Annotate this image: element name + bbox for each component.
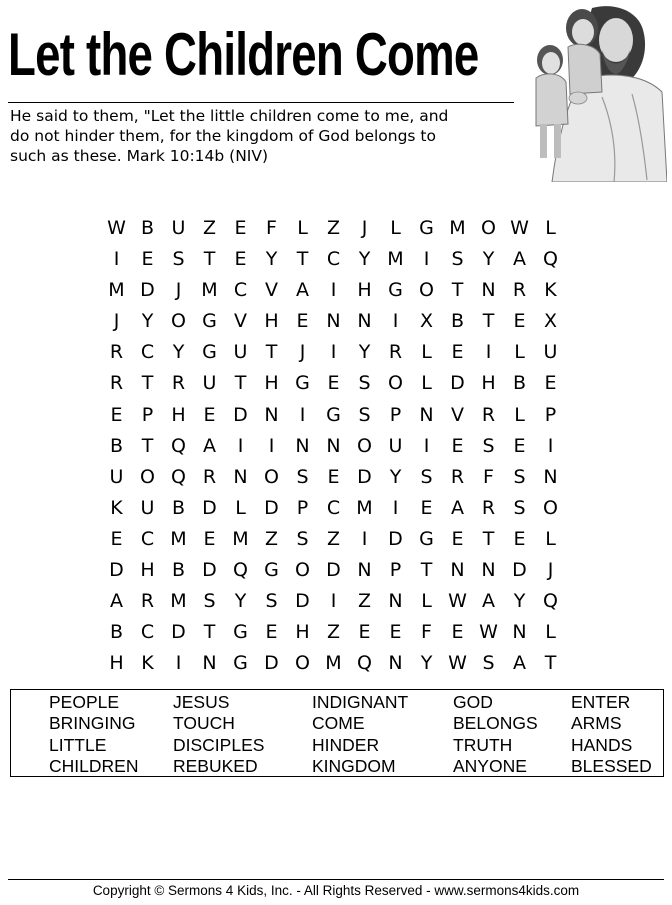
grid-letter: R xyxy=(171,372,186,395)
grid-letter: U xyxy=(140,496,155,519)
grid-letter: N xyxy=(202,652,217,675)
grid-letter: C xyxy=(140,621,155,644)
grid-letter: O xyxy=(295,652,310,675)
grid-letter: B xyxy=(109,434,124,457)
word-list-item: DISCIPLES xyxy=(173,735,265,755)
grid-letter: Y xyxy=(141,310,154,333)
grid-letter: W xyxy=(448,652,467,675)
grid-letter: I xyxy=(330,590,337,613)
grid-letter: S xyxy=(265,590,278,613)
word-list-item: HANDS xyxy=(571,735,633,755)
grid-letter: Q xyxy=(171,434,186,457)
grid-letter: N xyxy=(481,559,496,582)
grid-letter: M xyxy=(449,217,466,239)
grid-row xyxy=(101,400,566,431)
word-list-item: GOD xyxy=(453,692,493,712)
word-list-item: ENTER xyxy=(571,692,631,712)
grid-row xyxy=(101,493,566,524)
grid-row xyxy=(101,555,566,586)
word-list-item: KINGDOM xyxy=(312,756,396,776)
grid-letter: Z xyxy=(202,217,217,239)
grid-letter: L xyxy=(421,372,432,395)
grid-letter: D xyxy=(233,403,248,426)
grid-letter: E xyxy=(451,341,464,364)
grid-letter: N xyxy=(357,559,372,582)
grid-letter: E xyxy=(327,465,340,488)
word-list-item: BLESSED xyxy=(571,756,652,776)
grid-letter: N xyxy=(326,310,341,333)
verse-line: such as these. Mark 10:14b (NIV) xyxy=(10,147,269,165)
grid-letter: Y xyxy=(234,590,247,613)
grid-letter: D xyxy=(109,559,124,582)
grid-letter: T xyxy=(451,279,464,302)
grid-letter: D xyxy=(295,590,310,613)
grid-letter: A xyxy=(482,590,495,613)
grid-letter: T xyxy=(265,341,278,364)
grid-letter: T xyxy=(482,310,495,333)
grid-letter: Q xyxy=(171,465,186,488)
grid-letter: A xyxy=(296,279,309,302)
grid-letter: Y xyxy=(358,248,371,271)
grid-letter: D xyxy=(140,279,155,302)
grid-letter: G xyxy=(419,527,434,550)
grid-letter: T xyxy=(234,372,247,395)
word-list-box xyxy=(10,689,664,777)
grid-letter: O xyxy=(295,559,310,582)
grid-letter: R xyxy=(109,372,124,395)
grid-letter: D xyxy=(450,372,465,395)
grid-letter: E xyxy=(420,496,433,519)
grid-letter: I xyxy=(361,527,368,550)
footer-divider xyxy=(8,879,664,880)
grid-letter: O xyxy=(357,434,372,457)
grid-letter: E xyxy=(513,310,526,333)
grid-letter: S xyxy=(451,248,464,271)
jesus-with-children-illustration xyxy=(522,2,667,182)
grid-letter: C xyxy=(326,496,341,519)
grid-letter: B xyxy=(140,217,155,239)
grid-letter: N xyxy=(481,279,496,302)
word-list-item: HINDER xyxy=(312,735,380,755)
grid-letter: R xyxy=(109,341,124,364)
grid-letter: Y xyxy=(420,652,433,675)
grid-letter: G xyxy=(419,217,434,239)
word-list-item: ARMS xyxy=(571,713,622,733)
grid-letter: H xyxy=(171,403,186,426)
grid-letter: Q xyxy=(357,652,372,675)
grid-letter: Y xyxy=(513,590,526,613)
grid-letter: H xyxy=(357,279,372,302)
grid-row xyxy=(101,524,566,555)
grid-letter: H xyxy=(481,372,496,395)
grid-row xyxy=(101,617,566,648)
word-list-item: BELONGS xyxy=(453,713,538,733)
grid-letter: B xyxy=(512,372,527,395)
grid-letter: T xyxy=(420,559,433,582)
grid-letter: P xyxy=(296,496,309,519)
grid-letter: O xyxy=(481,217,496,239)
grid-letter: L xyxy=(545,621,556,644)
grid-letter: N xyxy=(450,559,465,582)
grid-letter: I xyxy=(330,341,337,364)
title-divider xyxy=(8,102,514,103)
grid-letter: N xyxy=(357,310,372,333)
grid-letter: D xyxy=(171,621,186,644)
word-list-item: PEOPLE xyxy=(49,692,120,712)
verse-line: do not hinder them, for the kingdom of God belongs to xyxy=(10,127,436,145)
grid-letter: X xyxy=(419,310,434,333)
word-list-item: COME xyxy=(312,713,365,733)
grid-letter: N xyxy=(543,465,558,488)
grid-letter: H xyxy=(295,621,310,644)
grid-letter: R xyxy=(202,465,217,488)
grid-letter: P xyxy=(389,559,402,582)
grid-letter: S xyxy=(358,403,371,426)
grid-letter: L xyxy=(421,590,432,613)
grid-letter: N xyxy=(388,590,403,613)
grid-letter: W xyxy=(107,217,126,239)
grid-letter: A xyxy=(110,590,123,613)
grid-letter: G xyxy=(233,652,248,675)
grid-letter: G xyxy=(202,310,217,333)
grid-letter: E xyxy=(544,372,557,395)
grid-row xyxy=(101,368,566,399)
grid-letter: J xyxy=(547,559,554,582)
word-list-item: BRINGING xyxy=(49,713,136,733)
grid-letter: F xyxy=(421,621,432,644)
grid-letter: P xyxy=(141,403,154,426)
grid-letter: O xyxy=(171,310,186,333)
word-list-item: CHILDREN xyxy=(49,756,139,776)
grid-row xyxy=(101,431,566,462)
grid-letter: W xyxy=(510,217,529,239)
grid-letter: R xyxy=(450,465,465,488)
grid-letter: E xyxy=(451,527,464,550)
grid-letter: Q xyxy=(233,559,248,582)
grid-letter: U xyxy=(233,341,248,364)
grid-letter: T xyxy=(141,372,154,395)
grid-letter: O xyxy=(264,465,279,488)
grid-letter: E xyxy=(234,217,247,239)
grid-letter: L xyxy=(514,341,525,364)
grid-letter: U xyxy=(171,217,186,239)
grid-letter: T xyxy=(141,434,154,457)
grid-letter: G xyxy=(326,403,341,426)
grid-letter: M xyxy=(356,496,373,519)
grid-letter: L xyxy=(514,403,525,426)
grid-letter: R xyxy=(140,590,155,613)
grid-letter: V xyxy=(265,279,278,302)
grid-letter: H xyxy=(140,559,155,582)
grid-row xyxy=(101,337,566,368)
grid-letter: I xyxy=(268,434,275,457)
word-list-item: ANYONE xyxy=(453,756,527,776)
grid-letter: D xyxy=(264,496,279,519)
grid-letter: N xyxy=(388,652,403,675)
grid-letter: C xyxy=(140,341,155,364)
grid-letter: E xyxy=(451,434,464,457)
grid-letter: E xyxy=(141,248,154,271)
grid-letter: E xyxy=(203,527,216,550)
grid-letter: A xyxy=(451,496,464,519)
grid-letter: J xyxy=(175,279,182,302)
grid-letter: I xyxy=(299,403,306,426)
grid-letter: X xyxy=(543,310,558,333)
grid-letter: E xyxy=(389,621,402,644)
grid-letter: C xyxy=(233,279,248,302)
grid-letter: G xyxy=(233,621,248,644)
grid-letter: T xyxy=(482,527,495,550)
grid-letter: U xyxy=(388,434,403,457)
grid-letter: K xyxy=(110,496,123,519)
grid-letter: Q xyxy=(543,248,558,271)
grid-letter: D xyxy=(326,559,341,582)
copyright-footer: Copyright © Sermons 4 Kids, Inc. - All Rights Reserved - www.sermons4kids.com xyxy=(92,883,580,898)
grid-letter: N xyxy=(264,403,279,426)
grid-letter: Q xyxy=(543,590,558,613)
grid-letter: T xyxy=(203,621,216,644)
grid-letter: M xyxy=(387,248,404,271)
grid-letter: U xyxy=(543,341,558,364)
grid-letter: T xyxy=(296,248,309,271)
grid-letter: T xyxy=(544,652,557,675)
grid-row xyxy=(101,462,566,493)
grid-letter: N xyxy=(512,621,527,644)
grid-letter: G xyxy=(295,372,310,395)
grid-letter: I xyxy=(392,310,399,333)
grid-letter: I xyxy=(423,248,430,271)
grid-letter: D xyxy=(264,652,279,675)
grid-letter: S xyxy=(296,527,309,550)
grid-letter: L xyxy=(390,217,401,239)
grid-letter: E xyxy=(358,621,371,644)
grid-letter: Z xyxy=(326,621,341,644)
grid-letter: O xyxy=(388,372,403,395)
grid-letter: M xyxy=(232,527,249,550)
grid-letter: B xyxy=(171,496,186,519)
grid-letter: J xyxy=(299,341,306,364)
grid-letter: F xyxy=(483,465,494,488)
grid-letter: U xyxy=(202,372,217,395)
grid-letter: B xyxy=(109,621,124,644)
grid-letter: G xyxy=(202,341,217,364)
grid-letter: H xyxy=(264,310,279,333)
grid-letter: P xyxy=(389,403,402,426)
grid-letter: K xyxy=(141,652,154,675)
grid-letter: D xyxy=(388,527,403,550)
grid-letter: Y xyxy=(172,341,185,364)
grid-letter: E xyxy=(203,403,216,426)
grid-row xyxy=(101,244,566,275)
grid-letter: Z xyxy=(357,590,372,613)
grid-letter: E xyxy=(110,403,123,426)
grid-letter: R xyxy=(512,279,527,302)
grid-letter: C xyxy=(326,248,341,271)
grid-letter: K xyxy=(544,279,557,302)
grid-letter: M xyxy=(170,527,187,550)
verse-line: He said to them, "Let the little children come to me, and xyxy=(10,107,449,125)
grid-letter: G xyxy=(264,559,279,582)
grid-letter: J xyxy=(113,310,120,333)
grid-letter: L xyxy=(545,217,556,239)
grid-letter: E xyxy=(513,434,526,457)
grid-letter: I xyxy=(113,248,120,271)
grid-row xyxy=(101,213,566,244)
grid-letter: R xyxy=(388,341,403,364)
grid-letter: S xyxy=(482,434,495,457)
grid-letter: M xyxy=(325,652,342,675)
grid-letter: B xyxy=(171,559,186,582)
grid-letter: I xyxy=(547,434,554,457)
grid-letter: N xyxy=(326,434,341,457)
grid-letter: N xyxy=(233,465,248,488)
grid-letter: S xyxy=(358,372,371,395)
grid-row xyxy=(101,306,566,337)
grid-letter: S xyxy=(513,465,526,488)
grid-letter: C xyxy=(140,527,155,550)
grid-letter: E xyxy=(110,527,123,550)
grid-letter: L xyxy=(297,217,308,239)
grid-letter: N xyxy=(295,434,310,457)
page-title: Let the Children Come xyxy=(8,21,479,88)
grid-letter: V xyxy=(451,403,464,426)
grid-letter: Z xyxy=(264,527,279,550)
grid-letter: S xyxy=(296,465,309,488)
grid-letter: Y xyxy=(265,248,278,271)
grid-letter: I xyxy=(330,279,337,302)
word-list-item: INDIGNANT xyxy=(312,692,409,712)
grid-letter: E xyxy=(296,310,309,333)
grid-letter: Y xyxy=(389,465,402,488)
grid-letter: A xyxy=(513,248,526,271)
grid-letter: R xyxy=(481,496,496,519)
word-list-item: LITTLE xyxy=(49,735,107,755)
grid-letter: U xyxy=(109,465,124,488)
grid-letter: S xyxy=(482,652,495,675)
letter-grid xyxy=(101,213,566,679)
grid-letter: E xyxy=(327,372,340,395)
grid-letter: E xyxy=(265,621,278,644)
grid-row xyxy=(101,586,566,617)
grid-letter: S xyxy=(172,248,185,271)
grid-letter: S xyxy=(513,496,526,519)
grid-letter: I xyxy=(175,652,182,675)
grid-letter: I xyxy=(237,434,244,457)
grid-letter: P xyxy=(544,403,557,426)
word-list-item: TOUCH xyxy=(173,713,235,733)
grid-letter: W xyxy=(479,621,498,644)
word-list-item: JESUS xyxy=(173,692,230,712)
grid-letter: E xyxy=(234,248,247,271)
grid-letter: R xyxy=(481,403,496,426)
grid-letter: M xyxy=(108,279,125,302)
grid-letter: Y xyxy=(358,341,371,364)
grid-letter: M xyxy=(170,590,187,613)
grid-letter: S xyxy=(203,590,216,613)
grid-letter: G xyxy=(388,279,403,302)
grid-letter: F xyxy=(266,217,277,239)
bible-verse xyxy=(10,106,516,166)
grid-letter: W xyxy=(448,590,467,613)
grid-letter: D xyxy=(357,465,372,488)
grid-letter: A xyxy=(513,652,526,675)
grid-letter: B xyxy=(450,310,465,333)
grid-letter: O xyxy=(419,279,434,302)
grid-letter: I xyxy=(485,341,492,364)
grid-row xyxy=(101,648,566,679)
grid-letter: D xyxy=(202,496,217,519)
grid-letter: A xyxy=(203,434,216,457)
word-list-item: TRUTH xyxy=(453,735,513,755)
grid-letter: T xyxy=(203,248,216,271)
grid-letter: I xyxy=(392,496,399,519)
grid-letter: N xyxy=(419,403,434,426)
grid-letter: M xyxy=(201,279,218,302)
grid-letter: Z xyxy=(326,527,341,550)
grid-letter: L xyxy=(421,341,432,364)
grid-letter: L xyxy=(235,496,246,519)
grid-letter: O xyxy=(543,496,558,519)
grid-letter: E xyxy=(451,621,464,644)
grid-letter: D xyxy=(512,559,527,582)
grid-letter: O xyxy=(140,465,155,488)
word-list-item: REBUKED xyxy=(173,756,258,776)
grid-letter: L xyxy=(545,527,556,550)
grid-letter: I xyxy=(423,434,430,457)
grid-letter: Z xyxy=(326,217,341,239)
grid-letter: Y xyxy=(482,248,495,271)
grid-letter: S xyxy=(420,465,433,488)
grid-letter: J xyxy=(361,217,368,239)
grid-row xyxy=(101,275,566,306)
grid-letter: V xyxy=(234,310,247,333)
grid-letter: H xyxy=(109,652,124,675)
grid-letter: H xyxy=(264,372,279,395)
grid-letter: D xyxy=(202,559,217,582)
grid-letter: E xyxy=(513,527,526,550)
